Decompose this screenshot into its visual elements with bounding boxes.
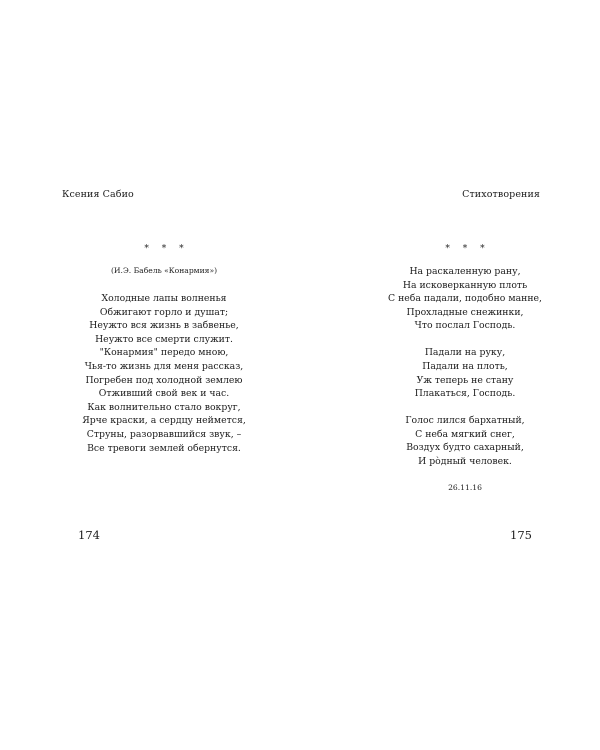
poem-line: Падали на руку, bbox=[424, 347, 506, 359]
poem-line: Прохладные снежинки, bbox=[406, 306, 524, 318]
poem-line: Как волнительно стало вокруг, bbox=[87, 401, 241, 413]
running-head-title: Стихотворения bbox=[462, 189, 540, 200]
poem-line: Струны, разорвавшийся звук, – bbox=[86, 428, 242, 440]
poem-line: Воздух будто сахарный, bbox=[406, 442, 524, 454]
poem-stanza bbox=[365, 346, 565, 400]
page-number: 174 bbox=[78, 528, 100, 542]
poem-line: Все тревоги землей обернутся. bbox=[87, 442, 241, 454]
poem-line: "Конармия" передо мною, bbox=[99, 347, 229, 359]
poem-stanza bbox=[365, 414, 565, 468]
poem-line: Неужто все смерти служит. bbox=[95, 333, 233, 345]
poem-line: Чья-то жизнь для меня рассказ, bbox=[84, 360, 244, 372]
poem-line: Падали на плоть, bbox=[422, 360, 508, 372]
poem-line: Плакаться, Господь. bbox=[414, 388, 516, 400]
poem-left bbox=[64, 242, 264, 455]
right-page bbox=[300, 0, 600, 750]
poem-line: Обжигают горло и душат; bbox=[99, 306, 229, 318]
poem-line: На исковерканную плоть bbox=[402, 279, 528, 291]
poem-line: Отживший свой век и час. bbox=[98, 388, 230, 400]
poem-line: Уж теперь не стану bbox=[416, 374, 514, 386]
poem-stanza bbox=[365, 265, 565, 333]
poem-line: Ярче краски, а сердцу неймется, bbox=[82, 415, 246, 427]
poem-line: И рòдный человек. bbox=[418, 455, 512, 467]
poem-line: С неба мягкий снег, bbox=[415, 428, 515, 440]
poem-line: Погребен под холодной землею bbox=[85, 374, 243, 386]
poem-line: Холодные лапы волненья bbox=[101, 293, 227, 304]
poem-line: На раскаленную рану, bbox=[409, 266, 521, 277]
poem-right bbox=[365, 242, 565, 492]
poem-line: Голос лился бархатный, bbox=[405, 415, 525, 427]
poem-line: Неужто вся жизнь в забвенье, bbox=[89, 320, 239, 332]
section-separator: * * * bbox=[144, 244, 189, 254]
running-head-author: Ксения Сабио bbox=[62, 189, 134, 200]
page-number: 175 bbox=[510, 528, 532, 542]
poem-line: С неба падали, подобно манне, bbox=[388, 293, 542, 305]
section-separator: * * * bbox=[445, 244, 490, 254]
poem-stanza bbox=[64, 292, 264, 455]
poem-line: Что послал Господь. bbox=[414, 320, 516, 332]
poem-date: 26.11.16 bbox=[448, 482, 482, 492]
poem-epigraph: (И.Э. Бабель «Конармия») bbox=[110, 266, 218, 275]
